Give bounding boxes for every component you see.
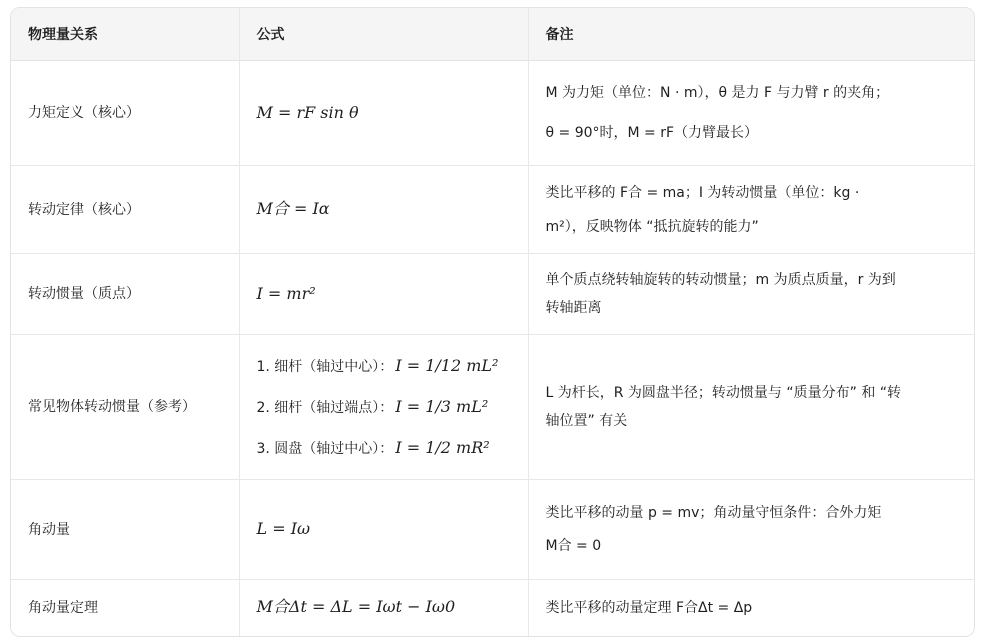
note-line: θ = 90°时，M = rF（力臂最长） (545, 125, 759, 141)
table-row (11, 61, 974, 166)
relations-table (11, 8, 974, 636)
row-name: 角动量定理 (28, 599, 98, 616)
row-name: 转动定律（核心） (11, 166, 239, 254)
row-note (528, 166, 974, 254)
formula-line (257, 346, 511, 387)
row-name: 角动量 (11, 480, 239, 580)
note-line: 类比平移的动量定理 F合Δt = Δp (545, 599, 753, 616)
table-header-row (11, 8, 974, 61)
row-note (528, 254, 974, 335)
table-row (11, 166, 974, 254)
formula-expr: I = 1/12 mL² (395, 355, 499, 375)
row-formula: M合 = Iα (239, 166, 528, 254)
formula-line (257, 387, 511, 428)
note-line: m²），反映物体 “抵抗旋转的能力” (545, 218, 759, 235)
row-name: 转动惯量（质点） (11, 254, 239, 335)
note-line: 单个质点绕转轴旋转的转动惯量；m 为质点质量，r 为到 (545, 272, 896, 288)
row-name: 力矩定义（核心） (11, 61, 239, 166)
table-row (11, 254, 974, 335)
table-row (11, 335, 974, 480)
row-note (528, 335, 974, 480)
note-line: M 为力矩（单位：N · m），θ 是力 F 与力臂 r 的夹角； (545, 85, 890, 101)
formula-line (257, 428, 511, 469)
formula-label: 1. 细杆（轴过中心）： (256, 358, 394, 375)
formula-label: 3. 圆盘（轴过中心）： (256, 440, 394, 457)
note-line: 类比平移的 F合 = ma；I 为转动惯量（单位：kg · (545, 184, 860, 201)
note-line: 轴位置” 有关 (545, 413, 628, 429)
table-row (11, 580, 974, 636)
row-name: 常见物体转动惯量（参考） (11, 335, 239, 480)
note-line: M合 = 0 (545, 537, 602, 554)
row-note (528, 61, 974, 166)
row-formula-list (239, 335, 528, 480)
note-line: L 为杆长，R 为圆盘半径；转动惯量与 “质量分布” 和 “转 (545, 385, 902, 401)
row-formula: M = rF sin θ (239, 61, 528, 166)
note-line: 类比平移的动量 p = mv；角动量守恒条件：合外力矩 (545, 504, 882, 521)
row-formula: M合Δt = ΔL = Iωt − Iω0 (239, 580, 528, 636)
physics-relations-table (10, 7, 975, 637)
row-note (528, 480, 974, 580)
header-quantity-relation: 物理量关系 (11, 8, 239, 61)
row-note (528, 580, 974, 636)
row-formula: I = mr² (239, 254, 528, 335)
table-row (11, 480, 974, 580)
row-formula: L = Iω (239, 480, 528, 580)
note-line: 转轴距离 (545, 300, 602, 316)
header-formula: 公式 (239, 8, 528, 61)
formula-label: 2. 细杆（轴过端点）： (256, 399, 394, 416)
formula-expr: I = 1/2 mR² (395, 437, 490, 457)
header-remark: 备注 (528, 8, 974, 61)
formula-expr: I = 1/3 mL² (395, 396, 489, 416)
